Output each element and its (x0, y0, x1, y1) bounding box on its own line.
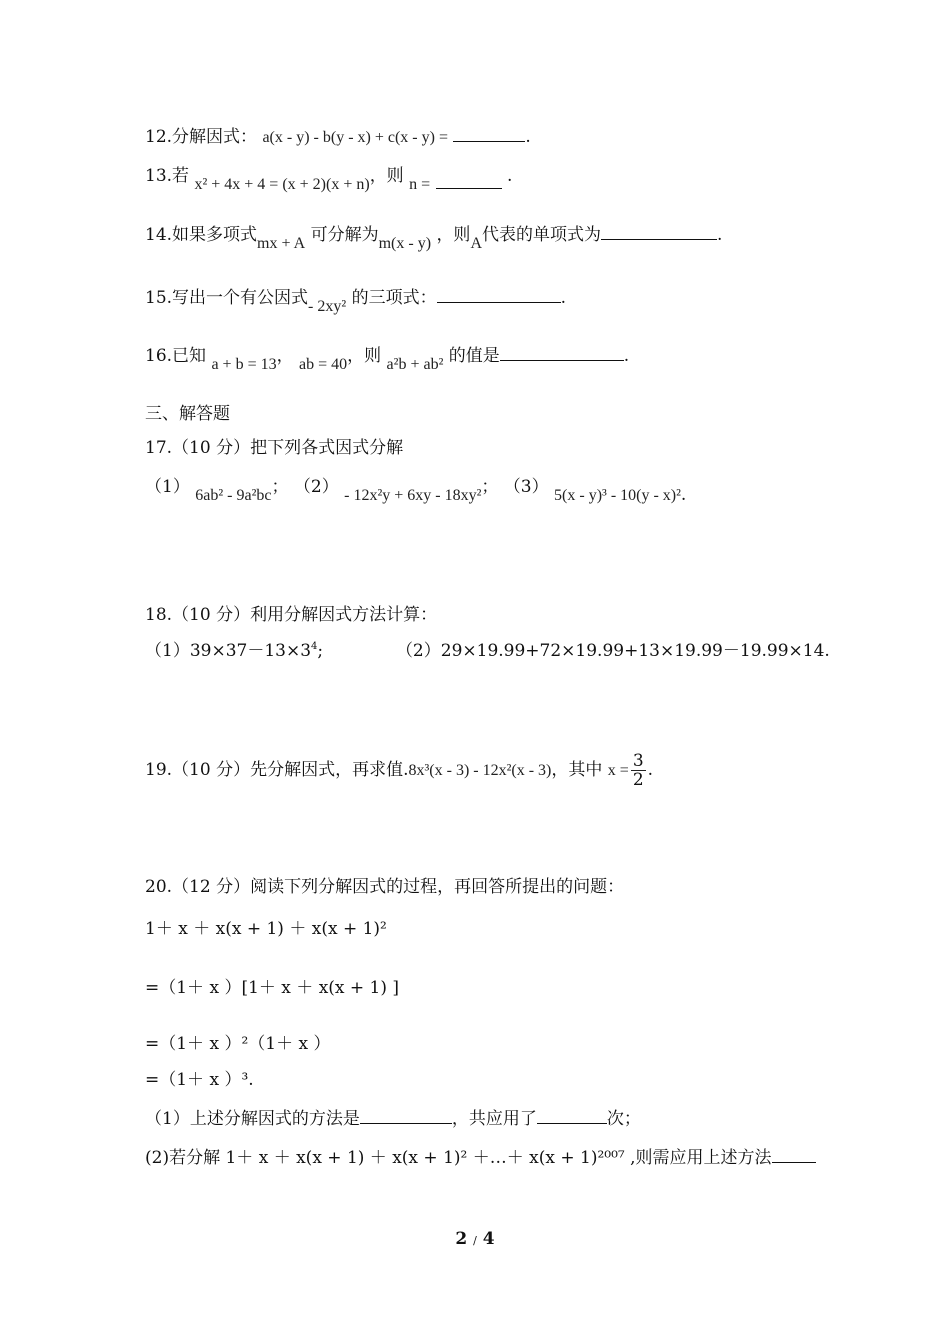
question-17-parts: （1） 6ab² - 9a²bc； （2） - 12x²y + 6xy - 18xy²； （3） 5(x - y)³ - 10(y - x)². (145, 477, 687, 505)
q17-expression-3: 5(x - y)³ - 10(y - x)² (554, 487, 681, 504)
q12-label: 12.分解因式： (145, 127, 258, 147)
q20-subquestion-2: (2)若分解 1＋ x ＋ x(x + 1) ＋ x(x + 1)² ＋…＋ x(x + 1)²⁰⁰⁷ ,则需应用上述方法 (145, 1145, 816, 1169)
q14-expression-2: m(x - y) (378, 235, 432, 252)
question-15: 15.写出一个有公因式- 2xy² 的三项式： . (145, 285, 566, 310)
q14-expression-1: mx + A (257, 235, 306, 252)
q12-answer-blank[interactable] (453, 124, 525, 142)
q16-expression-3: a²b + ab² (386, 356, 444, 373)
question-18-parts (145, 640, 830, 665)
q20-method-count-blank[interactable] (772, 1145, 816, 1163)
q14-label: 14.如果多项式 (145, 225, 258, 245)
q15-label: 15.写出一个有公因式 (145, 288, 309, 308)
q20-line-3: =（1＋ x ）²（1＋ x ） (145, 1034, 331, 1054)
q17-expression-1: 6ab² - 9a²bc (195, 487, 272, 504)
question-14: 14.如果多项式mx + A 可分解为m(x - y) ，则A代表的单项式为 . (145, 222, 722, 247)
q13-variable: n = (409, 176, 431, 193)
q20-subquestion-1: （1）上述分解因式的方法是 ，共应用了 次； (145, 1106, 641, 1130)
q13-expression: x² + 4x + 4 = (x + 2)(x + n) (194, 176, 370, 193)
q19-label: 19.（10 分）先分解因式，再求值. (145, 760, 409, 780)
q16-label: 16.已知 (145, 346, 207, 366)
question-13: 13.若 x² + 4x + 4 = (x + 2)(x + n)，则 n = . (145, 166, 513, 193)
q19-expression: 8x³(x - 3) - 12x²(x - 3) (408, 762, 552, 779)
q20-count-blank[interactable] (537, 1106, 607, 1124)
question-19: 19.（10 分）先分解因式，再求值.8x³(x - 3) - 12x²(x - 3)，其中 x = $\frac{3}{2}$ . (145, 751, 654, 790)
q19-fraction: $\frac{3}{2}$ (632, 751, 644, 790)
page-number: 2 / 4 (455, 1229, 495, 1249)
question-12: 12.分解因式： a(x - y) - b(y - x) + c(x - y) = . (145, 124, 531, 149)
q20-method-blank[interactable] (360, 1106, 452, 1124)
q16-answer-blank[interactable] (500, 343, 624, 361)
q16-expression-1: a + b = 13 (211, 356, 277, 373)
q18-part-2: （2）29×19.99+72×19.99+13×19.99－19.99×14. (395, 641, 830, 661)
q12-expression: a(x - y) - b(y - x) + c(x - y) = (262, 129, 448, 146)
q20-line-4: =（1＋ x ）³. (145, 1070, 254, 1090)
question-18: 18.（10 分）利用分解因式方法计算： (145, 605, 438, 625)
q16-expression-2: ab = 40 (299, 356, 348, 373)
question-16: 16.已知 a + b = 13， ab = 40，则 a²b + ab² 的值是 . (145, 343, 629, 368)
q17-expression-2: - 12x²y + 6xy - 18xy² (344, 487, 482, 504)
q13-label: 13.若 (145, 166, 190, 186)
q20-line-1: 1＋ x ＋ x(x + 1) ＋ x(x + 1)² (145, 919, 387, 939)
question-20: 20.（12 分）阅读下列分解因式的过程，再回答所提出的问题： (145, 877, 625, 897)
question-17: 17.（10 分）把下列各式因式分解 (145, 438, 404, 458)
q13-answer-blank[interactable] (436, 171, 502, 189)
section-heading: 三、解答题 (145, 404, 230, 424)
q15-expression: - 2xy² (308, 298, 347, 315)
q14-variable: A (470, 235, 482, 252)
q20-line-2: =（1＋ x ）[1＋ x ＋ x(x + 1) ] (145, 978, 400, 998)
q15-answer-blank[interactable] (437, 285, 561, 303)
q18-part-1: $(1)39\times 37-13\times 3^4$; (145, 641, 324, 661)
q14-answer-blank[interactable] (601, 222, 717, 240)
q19-variable: x = (607, 762, 629, 779)
